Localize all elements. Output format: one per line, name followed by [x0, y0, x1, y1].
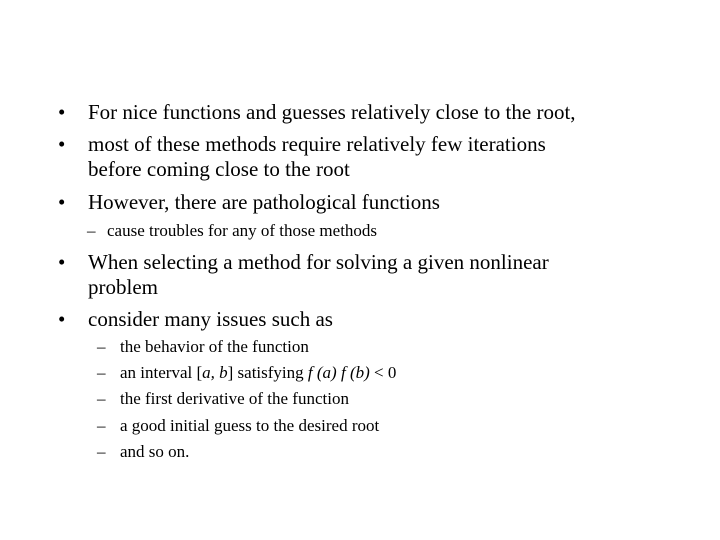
interval-variables: a, b	[202, 363, 228, 382]
subitem-text: the behavior of the function	[120, 337, 309, 356]
bullet-text: For nice functions and guesses relatively close to the root,	[88, 100, 576, 124]
subitem-text: the first derivative of the function	[120, 389, 349, 408]
bullet-icon: •	[58, 132, 66, 156]
bullet-icon: •	[58, 100, 66, 124]
dash-icon: –	[97, 389, 106, 408]
bullet-text: consider many issues such as	[88, 307, 333, 331]
dash-icon: –	[87, 221, 96, 240]
subitem-text: a good initial guess to the desired root	[120, 416, 380, 435]
subitem-text: and so on.	[120, 442, 190, 461]
interval-prefix: an interval [	[120, 363, 203, 382]
bullet-text: most of these methods require relatively few iterations	[88, 132, 546, 156]
bullet-text-continued: problem	[88, 275, 158, 299]
interval-expression: f (a) f (b)	[307, 363, 370, 382]
dash-icon: –	[97, 337, 106, 356]
dash-icon: –	[97, 442, 106, 461]
bullet-text: However, there are pathological functions	[88, 190, 440, 214]
subitem-text: cause troubles for any of those methods	[107, 221, 378, 240]
bullet-icon: •	[58, 190, 66, 214]
interval-inequality: < 0	[369, 363, 397, 382]
bullet-text: When selecting a method for solving a given nonlinear	[88, 250, 549, 274]
subitem-interval-text	[120, 363, 396, 383]
dash-icon: –	[97, 363, 106, 382]
bullet-icon: •	[58, 307, 66, 331]
bullet-text-continued: before coming close to the root	[88, 157, 350, 181]
dash-icon: –	[97, 416, 106, 435]
bullet-icon: •	[58, 250, 66, 274]
interval-satisfying: ] satisfying	[227, 363, 308, 382]
